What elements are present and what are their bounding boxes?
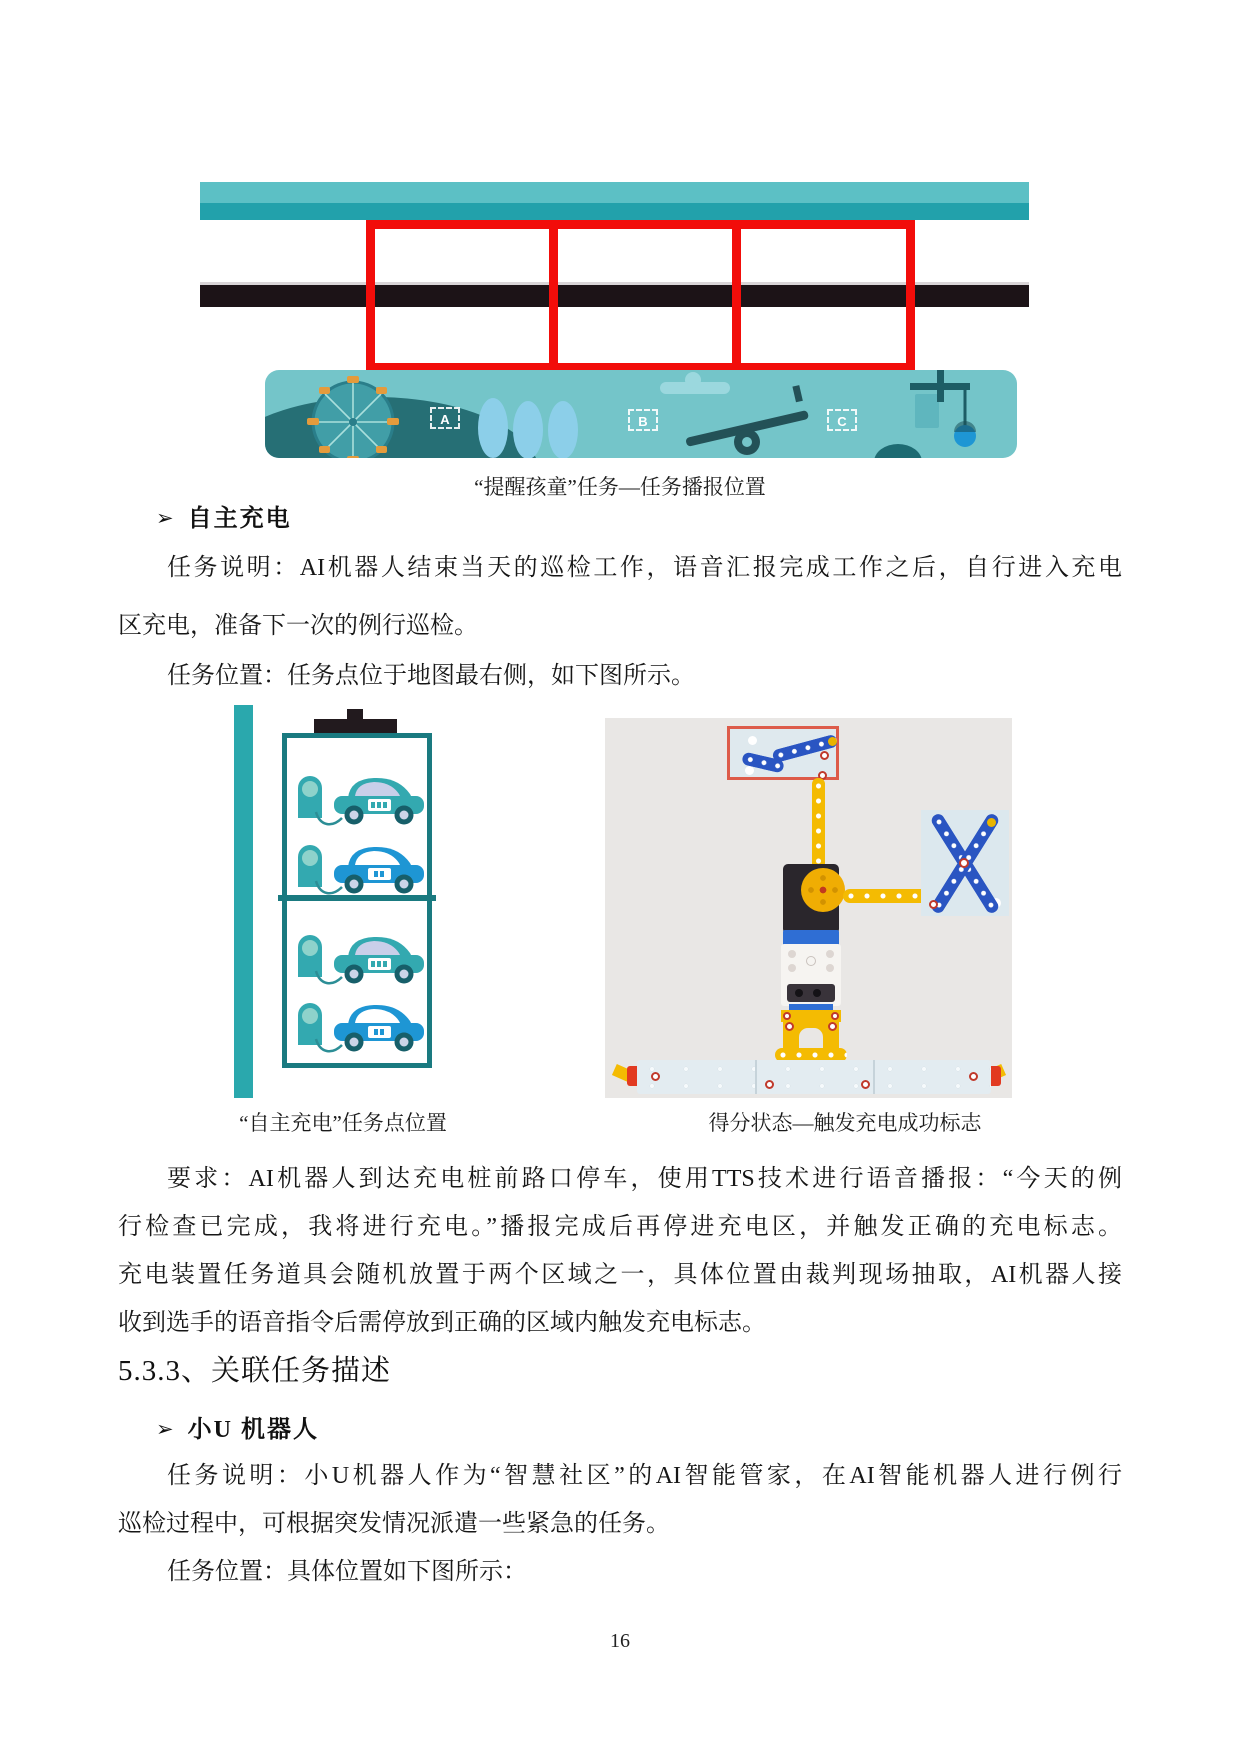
zone-label-a: A	[430, 407, 460, 429]
autocharge-heading	[156, 503, 292, 535]
map-sidewalk-band-dark	[200, 203, 1029, 220]
triangle-bullet-icon: ➢	[156, 506, 174, 530]
map-playground-strip	[265, 370, 1017, 458]
motor-disc	[801, 868, 845, 912]
xiaou-desc-line2: 巡检过程中，可根据突发情况派遣一些紧急的任务。	[118, 1511, 670, 1537]
autocharge-req-line1: 要求：AI机器人到达充电桩前路口停车，使用TTS技术进行语音播报：“今天的例	[167, 1166, 1122, 1192]
figure-map	[200, 182, 1029, 458]
autocharge-req-line2: 行检查已完成，我将进行充电。”播报完成后再停进充电区，并触发正确的充电标志。	[118, 1214, 1122, 1240]
autocharge-desc-line1: 任务说明：AI机器人结束当天的巡检工作，语音汇报完成工作之后，自行进入充电	[167, 555, 1122, 581]
x-cross-plate	[921, 810, 1009, 916]
zones-road-mark	[347, 709, 363, 719]
yellow-pedestal	[783, 1020, 839, 1050]
charging-row-blue-car	[296, 837, 428, 899]
charging-row-teal-car	[296, 927, 428, 989]
yellow-beam-vertical	[812, 778, 825, 874]
white-brick	[781, 944, 841, 1006]
charging-row-teal-car	[296, 768, 428, 830]
figure-photo-caption: 得分状态—触发充电成功标志	[708, 1111, 982, 1135]
figure-charging-success-photo	[605, 718, 1012, 1098]
autocharge-req-line4: 收到选手的语音指令后需停放到正确的区域内触发充电标志。	[118, 1310, 766, 1336]
zones-road-mark-bar	[314, 719, 397, 733]
zones-road-stripe	[234, 705, 253, 1098]
xiaou-heading-label: 小U 机器人	[187, 1417, 319, 1443]
figure-map-caption: “提醒孩童”任务—任务播报位置	[474, 475, 766, 499]
autocharge-req-line3: 充电装置任务道具会随机放置于两个区域之一，具体位置由裁判现场抽取，AI机器人接	[118, 1262, 1122, 1288]
xiaou-heading	[156, 1414, 319, 1446]
figure-zones-caption: “自主充电”任务点位置	[239, 1111, 447, 1135]
map-sidewalk-band-light	[200, 182, 1029, 203]
grid-divider	[732, 229, 741, 363]
zone-label-c: C	[827, 409, 857, 431]
section-heading-5-3-3: 5.3.3、关联任务描述	[118, 1355, 392, 1387]
autocharge-desc-line2: 区充电，准备下一次的例行巡检。	[118, 613, 478, 639]
xiaou-desc-line1: 任务说明：小U机器人作为“智慧社区”的AI智能管家，在AI智能机器人进行例行	[167, 1463, 1122, 1489]
autocharge-heading-label: 自主充电	[187, 506, 292, 532]
photo-top-plate-highlight	[727, 726, 839, 780]
xiaou-location-line: 任务位置：具体位置如下图所示：	[167, 1559, 527, 1585]
camera-slot	[787, 984, 835, 1002]
charging-row-blue-car	[296, 995, 428, 1057]
map-broadcast-zone-grid	[366, 220, 915, 372]
triangle-bullet-icon: ➢	[156, 1417, 174, 1441]
base-platform	[637, 1060, 991, 1094]
autocharge-location-line: 任务位置：任务点位于地图最右侧，如下图所示。	[167, 663, 695, 689]
grid-divider	[549, 229, 558, 363]
page-number: 16	[610, 1630, 630, 1652]
zone-label-b: B	[628, 409, 658, 431]
figure-charging-zones	[234, 705, 439, 1100]
